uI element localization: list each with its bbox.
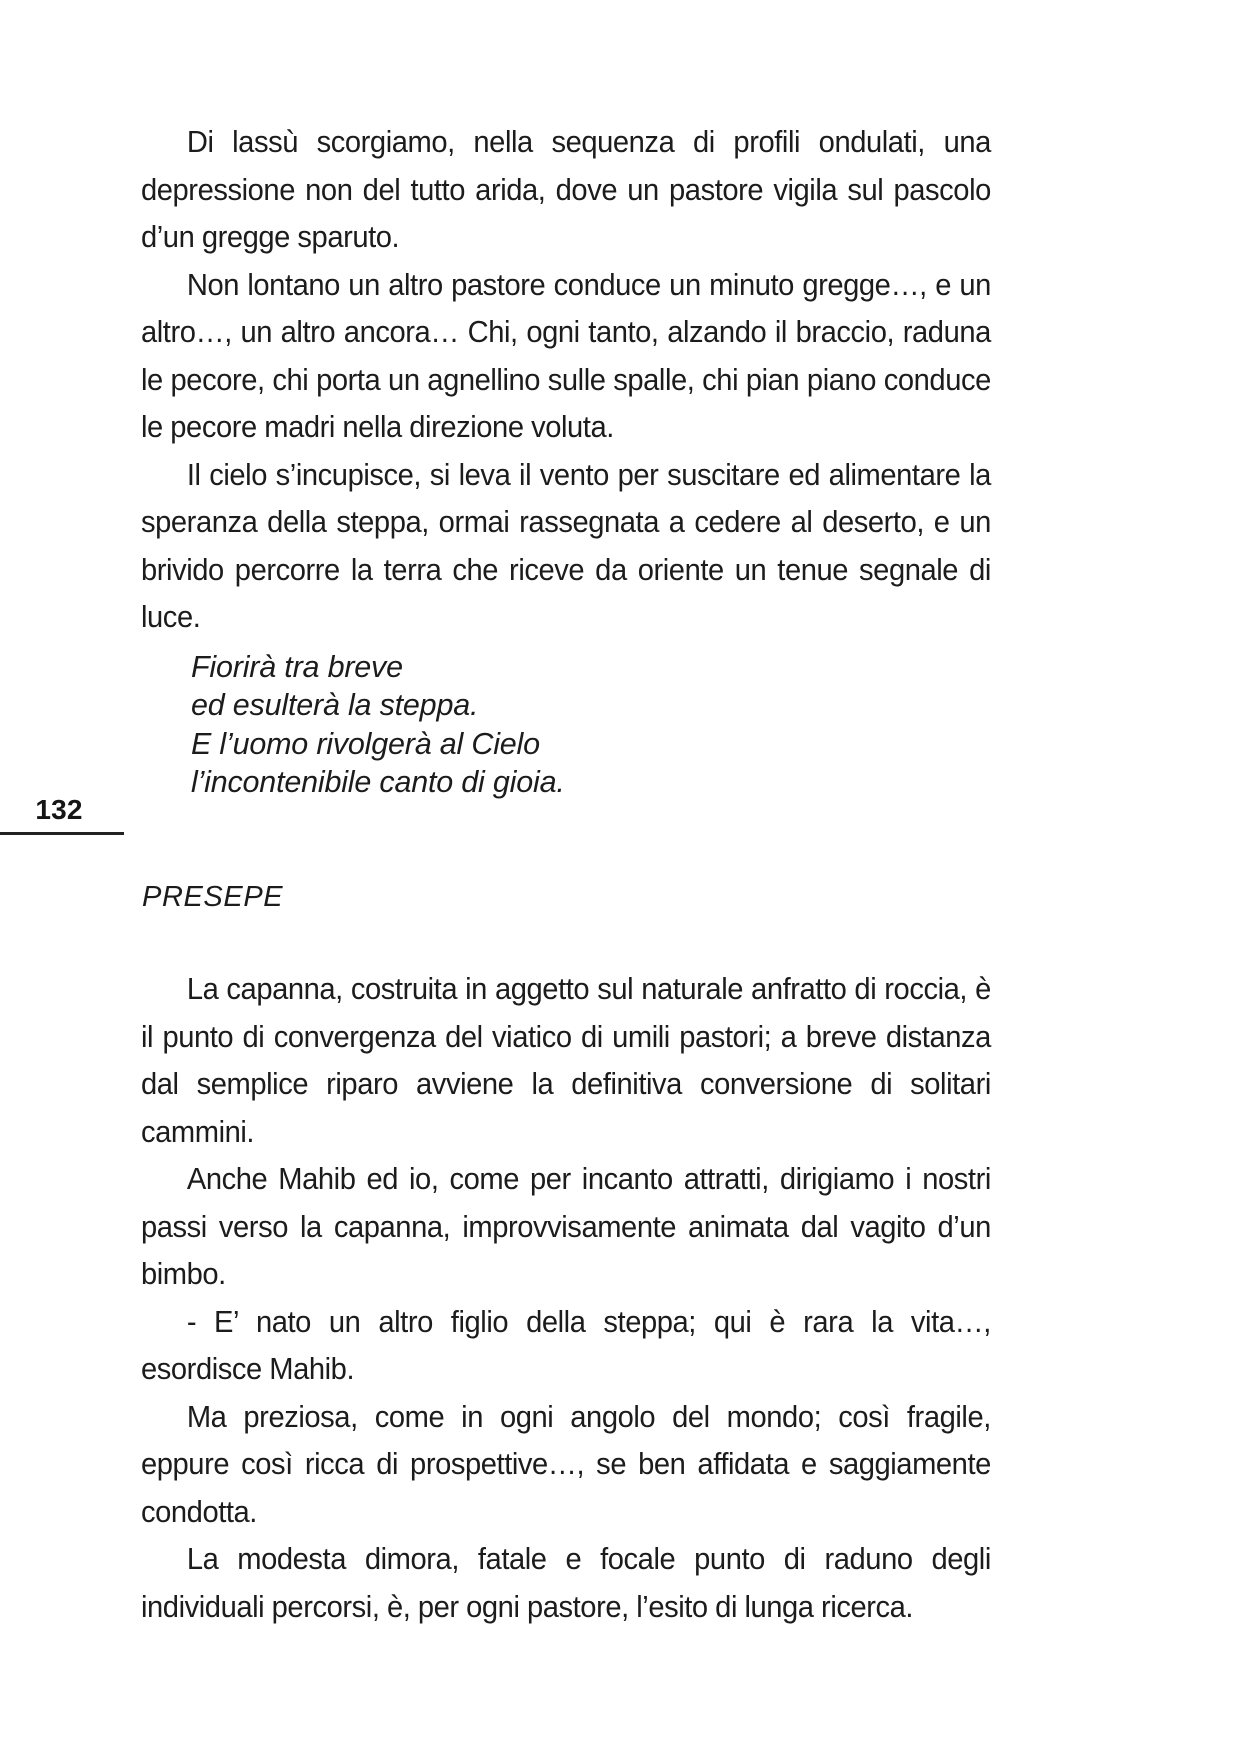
body-paragraph — [141, 119, 991, 262]
page-number: 132 — [35, 794, 83, 825]
text-column-lower — [141, 966, 991, 1631]
folio-area — [0, 793, 124, 835]
paragraph-text: Di lassù scorgiamo, nella sequenza di profili ondulati, una depressione non del tutto arida, dove un pastore vigila sul pascolo d’un gregge sparuto. — [141, 125, 991, 254]
body-paragraph — [141, 1299, 991, 1394]
body-paragraph — [141, 452, 991, 642]
body-paragraph — [141, 1394, 991, 1537]
paragraph-text: - E’ nato un altro figlio della steppa; qui è rara la vita…, esordisce Mahib. — [141, 1304, 991, 1386]
paragraph-text: Anche Mahib ed io, come per incanto attratti, dirigiamo i nostri passi verso la capanna, improvvisamente animata dal vagito d’un bimbo. — [141, 1162, 991, 1291]
paragraph-text: Ma preziosa, come in ogni angolo del mondo; così fragile, eppure così ricca di prospettive…, se ben affidata e saggiamente condotta. — [141, 1399, 991, 1529]
paragraph-text: La capanna, costruita in aggetto sul naturale anfratto di roccia, è il punto di convergenza del viatico di umili pastori; a breve distanza dal semplice riparo avviene la definitiva conversione di solitari cammini. — [141, 972, 991, 1149]
paragraph-text: La modesta dimora, fatale e focale punto di raduno degli individuali percorsi, è, per ogni pastore, l’esito di lunga ricerca. — [141, 1542, 991, 1624]
folio-rule — [0, 832, 124, 835]
paragraph-text: Il cielo s’incupisce, si leva il vento per suscitare ed alimentare la speranza della steppa, ormai rassegnata a cedere al deserto, e un brivido percorre la terra che riceve da oriente un tenue segnale di luce. — [141, 457, 991, 634]
body-paragraph — [141, 966, 991, 1156]
verse-line: l’incontenibile canto di gioia. — [191, 765, 565, 799]
verse-line: Fiorirà tra breve — [191, 649, 403, 684]
verse-block — [141, 648, 991, 802]
section-heading: PRESEPE — [142, 881, 284, 913]
verse-line: ed esulterà la steppa. — [191, 688, 479, 722]
verse-line: E l’uomo rivolgerà al Cielo — [191, 726, 540, 761]
body-paragraph — [141, 1536, 991, 1631]
body-paragraph — [141, 1156, 991, 1299]
body-paragraph — [141, 262, 991, 452]
paragraph-text: Non lontano un altro pastore conduce un minuto gregge…, e un altro…, un altro ancora… Chi, ogni tanto, alzando il braccio, raduna le pecore, chi porta un agnellino sulle spalle, chi pian piano conduce le pecore madri nella direzione voluta. — [141, 267, 991, 444]
text-column-upper — [141, 119, 991, 802]
